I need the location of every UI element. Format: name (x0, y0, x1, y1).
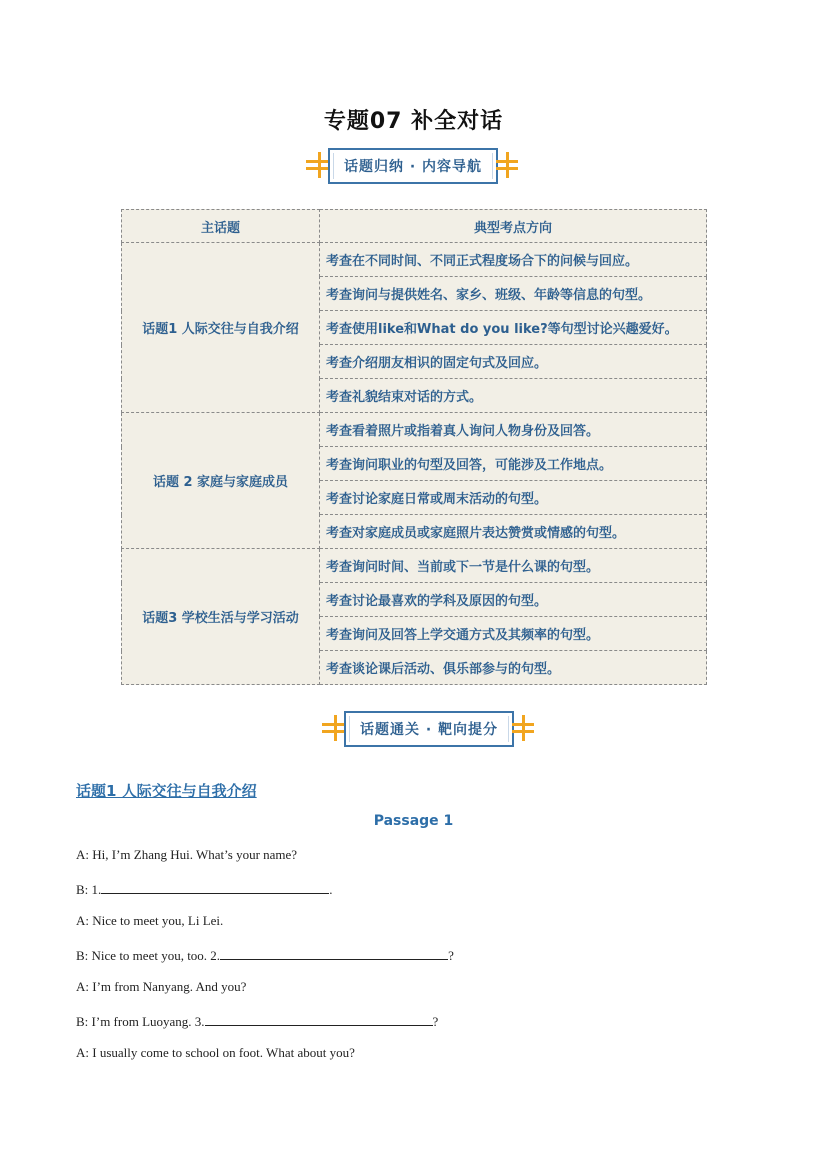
point-cell: 考查讨论家庭日常或周末活动的句型。 (320, 481, 707, 515)
table-header-row (122, 210, 707, 243)
topic-guide-table (121, 209, 707, 685)
point-cell: 考查询问及回答上学交通方式及其频率的句型。 (320, 617, 707, 651)
dialogue-suffix: ? (448, 948, 454, 963)
table-row (122, 549, 707, 583)
banner-right-ornament (504, 152, 510, 178)
section-heading: 话题1 人际交往与自我介绍 (76, 782, 257, 800)
topic-cell-3: 话题3 学校生活与学习活动 (122, 549, 320, 685)
dialogue-line: A: Hi, I’m Zhang Hui. What’s your name? (76, 847, 298, 862)
point-cell: 考查询问时间、当前或下一节是什么课的句型。 (320, 549, 707, 583)
dialogue-suffix: . (329, 882, 333, 897)
point-cell: 考查对家庭成员或家庭照片表达赞赏或情感的句型。 (320, 515, 707, 549)
point-cell: 考查在不同时间、不同正式程度场合下的问候与回应。 (320, 243, 707, 277)
answer-blank-2[interactable] (220, 946, 448, 960)
passage-title: Passage 1 (373, 813, 454, 829)
point-cell: 考查询问职业的句型及回答，可能涉及工作地点。 (320, 447, 707, 481)
answer-blank-3[interactable] (205, 1012, 433, 1026)
banner-label: 话题通关 · 靶向提分 (344, 711, 514, 747)
dialogue-line (76, 946, 454, 964)
dialogue-line (76, 880, 333, 898)
point-cell: 考查讨论最喜欢的学科及原因的句型。 (320, 583, 707, 617)
banner-label: 话题归纳 · 内容导航 (328, 148, 498, 184)
point-cell: 考查谈论课后活动、俱乐部参与的句型。 (320, 651, 707, 685)
point-cell: 考查使用like和What do you like?等句型讨论兴趣爱好。 (320, 311, 707, 345)
table-row (122, 243, 707, 277)
topic-cell-2: 话题 2 家庭与家庭成员 (122, 413, 320, 549)
point-cell: 考查礼貌结束对话的方式。 (320, 379, 707, 413)
dialogue-suffix: ? (432, 1014, 439, 1029)
dialogue-line: A: I’m from Nanyang. And you? (76, 979, 247, 994)
header-main-topic: 主话题 (122, 210, 320, 243)
banner-left-ornament (332, 715, 338, 741)
point-cell: 考查询问与提供姓名、家乡、班级、年龄等信息的句型。 (320, 277, 707, 311)
dialogue-prefix: B: Nice to meet you, too. 2. (76, 948, 221, 963)
header-test-points: 典型考点方向 (320, 210, 707, 243)
answer-blank-1[interactable] (101, 880, 329, 894)
banner-right-ornament (520, 715, 526, 741)
dialogue-line: A: I usually come to school on foot. What about you? (76, 1045, 355, 1060)
dialogue-line (76, 1012, 438, 1030)
table-row (122, 413, 707, 447)
dialogue-prefix: B: I’m from Luoyang. 3. (76, 1014, 205, 1029)
point-cell: 考查看着照片或指着真人询问人物身份及回答。 (320, 413, 707, 447)
dialogue-prefix: B: 1. (76, 882, 102, 897)
point-cell: 考查介绍朋友相识的固定句式及回应。 (320, 345, 707, 379)
page-title: 专题07 补全对话 (323, 109, 504, 134)
section-banner-guide (306, 148, 520, 182)
dialogue-line: A: Nice to meet you, Li Lei. (76, 913, 224, 928)
topic-cell-1: 话题1 人际交往与自我介绍 (122, 243, 320, 413)
section-banner-practice (322, 711, 536, 745)
banner-left-ornament (316, 152, 322, 178)
